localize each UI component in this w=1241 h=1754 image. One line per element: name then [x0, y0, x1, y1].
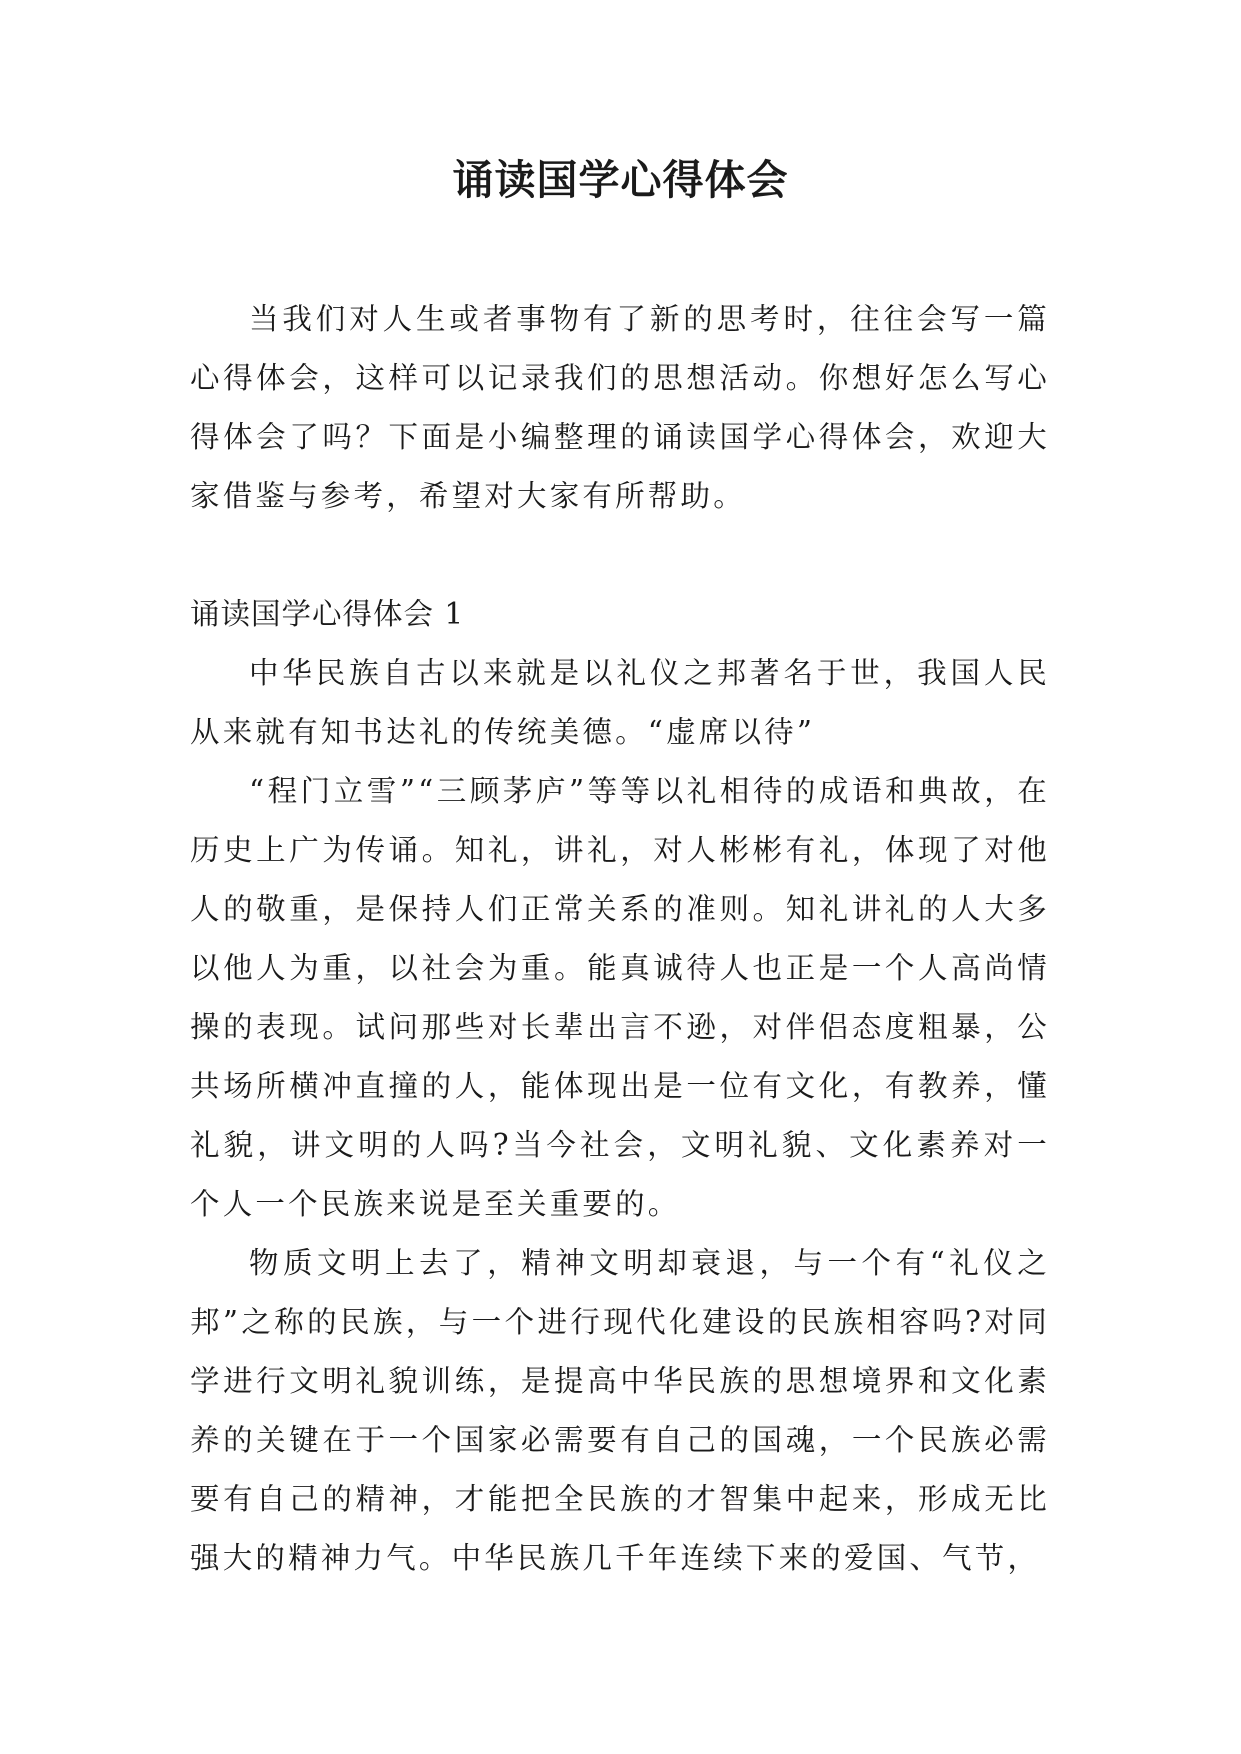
body-paragraph-3: 物质文明上去了，精神文明却衰退，与一个有“礼仪之邦”之称的民族，与一个进行现代化建设的民族相容吗?对同学进行文明礼貌训练，是提高中华民族的思想境界和文化素养的关键在于一个国家必需要有自己的国魂，一个民族必需要有自己的精神，才能把全民族的才智集中起来，形成无比强大的精神力气。中华民族几千年连续下来的爱国、气节，	[190, 1246, 1050, 1575]
body-paragraph-2: “程门立雪”“三顾茅庐”等等以礼相待的成语和典故，在历史上广为传诵。知礼，讲礼，对人彬彬有礼，体现了对他人的敬重，是保持人们正常关系的准则。知礼讲礼的人大多以他人为重，以社会为重。能真诚待人也正是一个人高尚情操的表现。试问那些对长辈出言不逊，对伴侣态度粗暴，公共场所横冲直撞的人，能体现出是一位有文化，有教养，懂礼貌，讲文明的人吗?当今社会，文明礼貌、文化素养对一个人一个民族来说是至关重要的。	[190, 774, 1050, 1221]
document-title: 诵读国学心得体会	[452, 156, 789, 204]
body-paragraph-1: 中华民族自古以来就是以礼仪之邦著名于世，我国人民从来就有知书达礼的传统美德。“虚席以待”	[190, 656, 1050, 749]
document-body	[190, 290, 1050, 1588]
section-heading: 诵读国学心得体会 1	[190, 597, 465, 631]
intro-paragraph: 当我们对人生或者事物有了新的思考时，往往会写一篇心得体会，这样可以记录我们的思想活动。你想好怎么写心得体会了吗？下面是小编整理的诵读国学心得体会，欢迎大家借鉴与参考，希望对大家有所帮助。	[190, 302, 1050, 513]
